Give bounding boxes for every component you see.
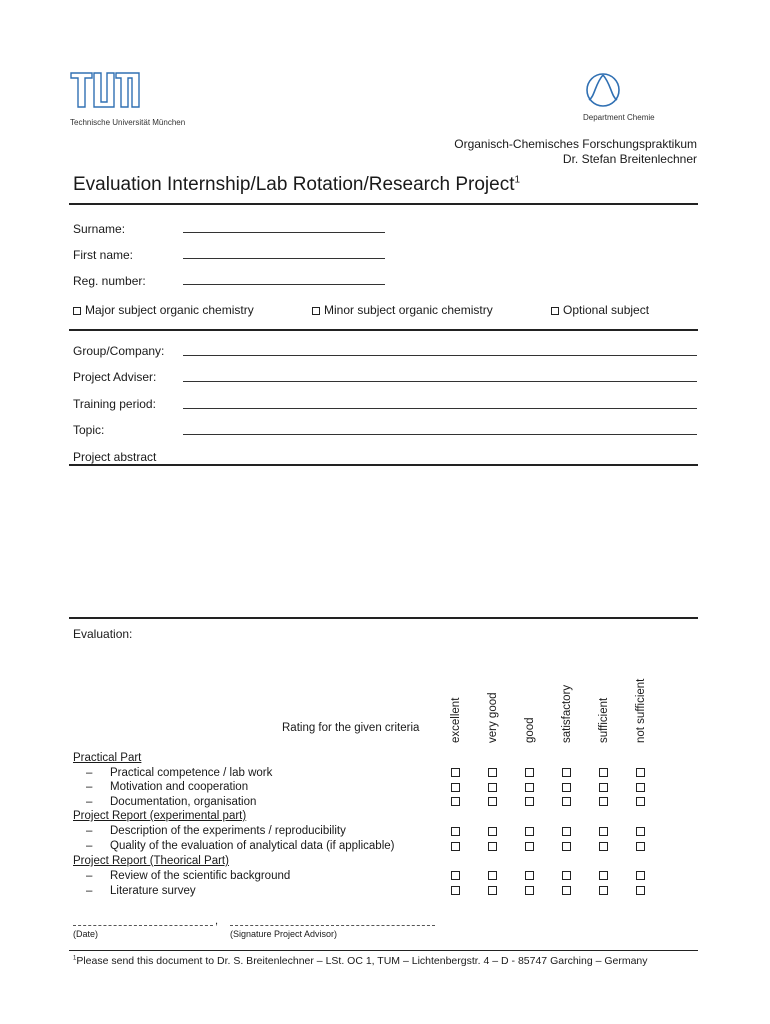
rating-label: Rating for the given criteria (282, 722, 420, 734)
group-report-theoretical: Project Report (Theorical Part) (73, 855, 229, 867)
rating-checkbox-practical-competence-not-sufficient[interactable] (636, 768, 645, 777)
period-label: Training period: (73, 397, 156, 411)
rating-checkbox-description-satisfactory[interactable] (562, 827, 571, 836)
rating-checkbox-motivation-good[interactable] (525, 783, 534, 792)
rating-checkbox-motivation-very-good[interactable] (488, 783, 497, 792)
rating-checkbox-analytical-data-sufficient[interactable] (599, 842, 608, 851)
rating-checkbox-description-sufficient[interactable] (599, 827, 608, 836)
signature-separator: , (215, 915, 219, 927)
optional-subject-checkbox[interactable] (551, 307, 559, 315)
group-label: Group/Company: (73, 344, 165, 358)
department-name: Department Chemie (583, 113, 655, 122)
evaluation-heading: Evaluation: (73, 627, 133, 641)
footer-rule (69, 950, 698, 951)
rating-checkbox-description-not-sufficient[interactable] (636, 827, 645, 836)
rating-checkbox-practical-competence-sufficient[interactable] (599, 768, 608, 777)
col-excellent: excellent (450, 697, 462, 743)
rating-checkbox-motivation-satisfactory[interactable] (562, 783, 571, 792)
list-dash: – (86, 885, 93, 897)
col-good: good (524, 717, 536, 743)
rating-checkbox-scientific-background-satisfactory[interactable] (562, 871, 571, 880)
optional-subject-label: Optional subject (563, 303, 650, 317)
minor-subject-checkbox[interactable] (312, 307, 320, 315)
col-satisfactory: satisfactory (561, 684, 573, 743)
rating-checkbox-description-excellent[interactable] (451, 827, 460, 836)
rating-checkbox-literature-satisfactory[interactable] (562, 886, 571, 895)
optional-subject-option[interactable] (551, 303, 649, 317)
rating-checkbox-scientific-background-good[interactable] (525, 871, 534, 880)
criterion-motivation: Motivation and cooperation (110, 781, 249, 793)
criterion-documentation: Documentation, organisation (110, 796, 257, 808)
signature-label: (Signature Project Advisor) (230, 929, 338, 939)
reg-number-field[interactable] (183, 284, 385, 285)
rating-checkbox-literature-excellent[interactable] (451, 886, 460, 895)
subject-rule (69, 329, 698, 331)
surname-field[interactable] (183, 232, 385, 233)
institute-name: Organisch-Chemisches Forschungspraktikum (454, 137, 697, 151)
rating-checkbox-motivation-sufficient[interactable] (599, 783, 608, 792)
rating-checkbox-scientific-background-sufficient[interactable] (599, 871, 608, 880)
rating-checkbox-analytical-data-satisfactory[interactable] (562, 842, 571, 851)
rating-checkbox-practical-competence-excellent[interactable] (451, 768, 460, 777)
first-name-label: First name: (73, 248, 134, 262)
list-dash: – (86, 796, 93, 808)
criterion-analytical-data: Quality of the evaluation of analytical data (if applicable) (110, 840, 395, 852)
rating-checkbox-analytical-data-excellent[interactable] (451, 842, 460, 851)
col-not-sufficient: not sufficient (635, 678, 647, 743)
criterion-practical-competence: Practical competence / lab work (110, 767, 273, 779)
rating-checkbox-scientific-background-not-sufficient[interactable] (636, 871, 645, 880)
rating-checkbox-literature-good[interactable] (525, 886, 534, 895)
university-name: Technische Universität München (70, 118, 186, 127)
topic-field[interactable] (183, 434, 697, 435)
list-dash: – (86, 767, 93, 779)
rating-checkbox-documentation-very-good[interactable] (488, 797, 497, 806)
date-label: (Date) (73, 929, 99, 939)
adviser-label: Project Adviser: (73, 370, 157, 384)
group-report-experimental: Project Report (experimental part) (73, 810, 247, 822)
surname-label: Surname: (73, 222, 126, 236)
title-rule (69, 203, 698, 205)
rating-checkbox-documentation-good[interactable] (525, 797, 534, 806)
major-subject-label: Major subject organic chemistry (85, 303, 254, 317)
rating-checkbox-documentation-sufficient[interactable] (599, 797, 608, 806)
abstract-bottom-rule (69, 617, 698, 619)
group-practical-part: Practical Part (73, 752, 142, 764)
col-very-good: very good (487, 692, 499, 743)
rating-checkbox-literature-not-sufficient[interactable] (636, 886, 645, 895)
minor-subject-option[interactable] (312, 303, 493, 317)
tum-logo (70, 72, 140, 108)
rating-checkbox-literature-sufficient[interactable] (599, 886, 608, 895)
rating-checkbox-scientific-background-excellent[interactable] (451, 871, 460, 880)
footer-note (73, 955, 648, 967)
footer-mark: 1 (73, 955, 77, 962)
rating-checkbox-analytical-data-very-good[interactable] (488, 842, 497, 851)
major-subject-checkbox[interactable] (73, 307, 81, 315)
adviser-field[interactable] (183, 381, 697, 382)
rating-checkbox-analytical-data-good[interactable] (525, 842, 534, 851)
minor-subject-label: Minor subject organic chemistry (324, 303, 493, 317)
rating-checkbox-practical-competence-very-good[interactable] (488, 768, 497, 777)
list-dash: – (86, 781, 93, 793)
criterion-literature: Literature survey (110, 885, 196, 897)
page-title (73, 174, 520, 196)
first-name-field[interactable] (183, 258, 385, 259)
department-chemie-logo (583, 72, 623, 108)
abstract-label: Project abstract (73, 450, 157, 464)
page-title-text: Evaluation Internship/Lab Rotation/Research Project (73, 174, 515, 195)
footer-text: Please send this document to Dr. S. Breitenlechner – LSt. OC 1, TUM – Lichtenbergstr. 4 – D - 85747 Garching – Germany (76, 955, 648, 967)
rating-checkbox-documentation-satisfactory[interactable] (562, 797, 571, 806)
topic-label: Topic: (73, 423, 105, 437)
reg-number-label: Reg. number: (73, 274, 146, 288)
rating-checkbox-scientific-background-very-good[interactable] (488, 871, 497, 880)
list-dash: – (86, 840, 93, 852)
rating-checkbox-analytical-data-not-sufficient[interactable] (636, 842, 645, 851)
list-dash: – (86, 825, 93, 837)
rating-checkbox-motivation-not-sufficient[interactable] (636, 783, 645, 792)
criterion-description: Description of the experiments / reproducibility (110, 825, 346, 837)
list-dash: – (86, 870, 93, 882)
rating-checkbox-practical-competence-satisfactory[interactable] (562, 768, 571, 777)
rating-checkbox-description-good[interactable] (525, 827, 534, 836)
major-subject-option[interactable] (73, 303, 254, 317)
rating-checkbox-documentation-not-sufficient[interactable] (636, 797, 645, 806)
date-field[interactable] (73, 925, 213, 926)
rating-checkbox-practical-competence-good[interactable] (525, 768, 534, 777)
col-sufficient: sufficient (598, 697, 610, 743)
criterion-scientific-background: Review of the scientific background (110, 870, 291, 882)
person-name: Dr. Stefan Breitenlechner (562, 152, 697, 166)
rating-checkbox-documentation-excellent[interactable] (451, 797, 460, 806)
rating-checkbox-motivation-excellent[interactable] (451, 783, 460, 792)
period-field[interactable] (183, 408, 697, 409)
rating-checkbox-literature-very-good[interactable] (488, 886, 497, 895)
signature-field[interactable] (230, 925, 435, 926)
footnote-mark: 1 (514, 174, 521, 186)
abstract-area[interactable] (69, 466, 698, 616)
rating-checkbox-description-very-good[interactable] (488, 827, 497, 836)
group-field[interactable] (183, 355, 697, 356)
